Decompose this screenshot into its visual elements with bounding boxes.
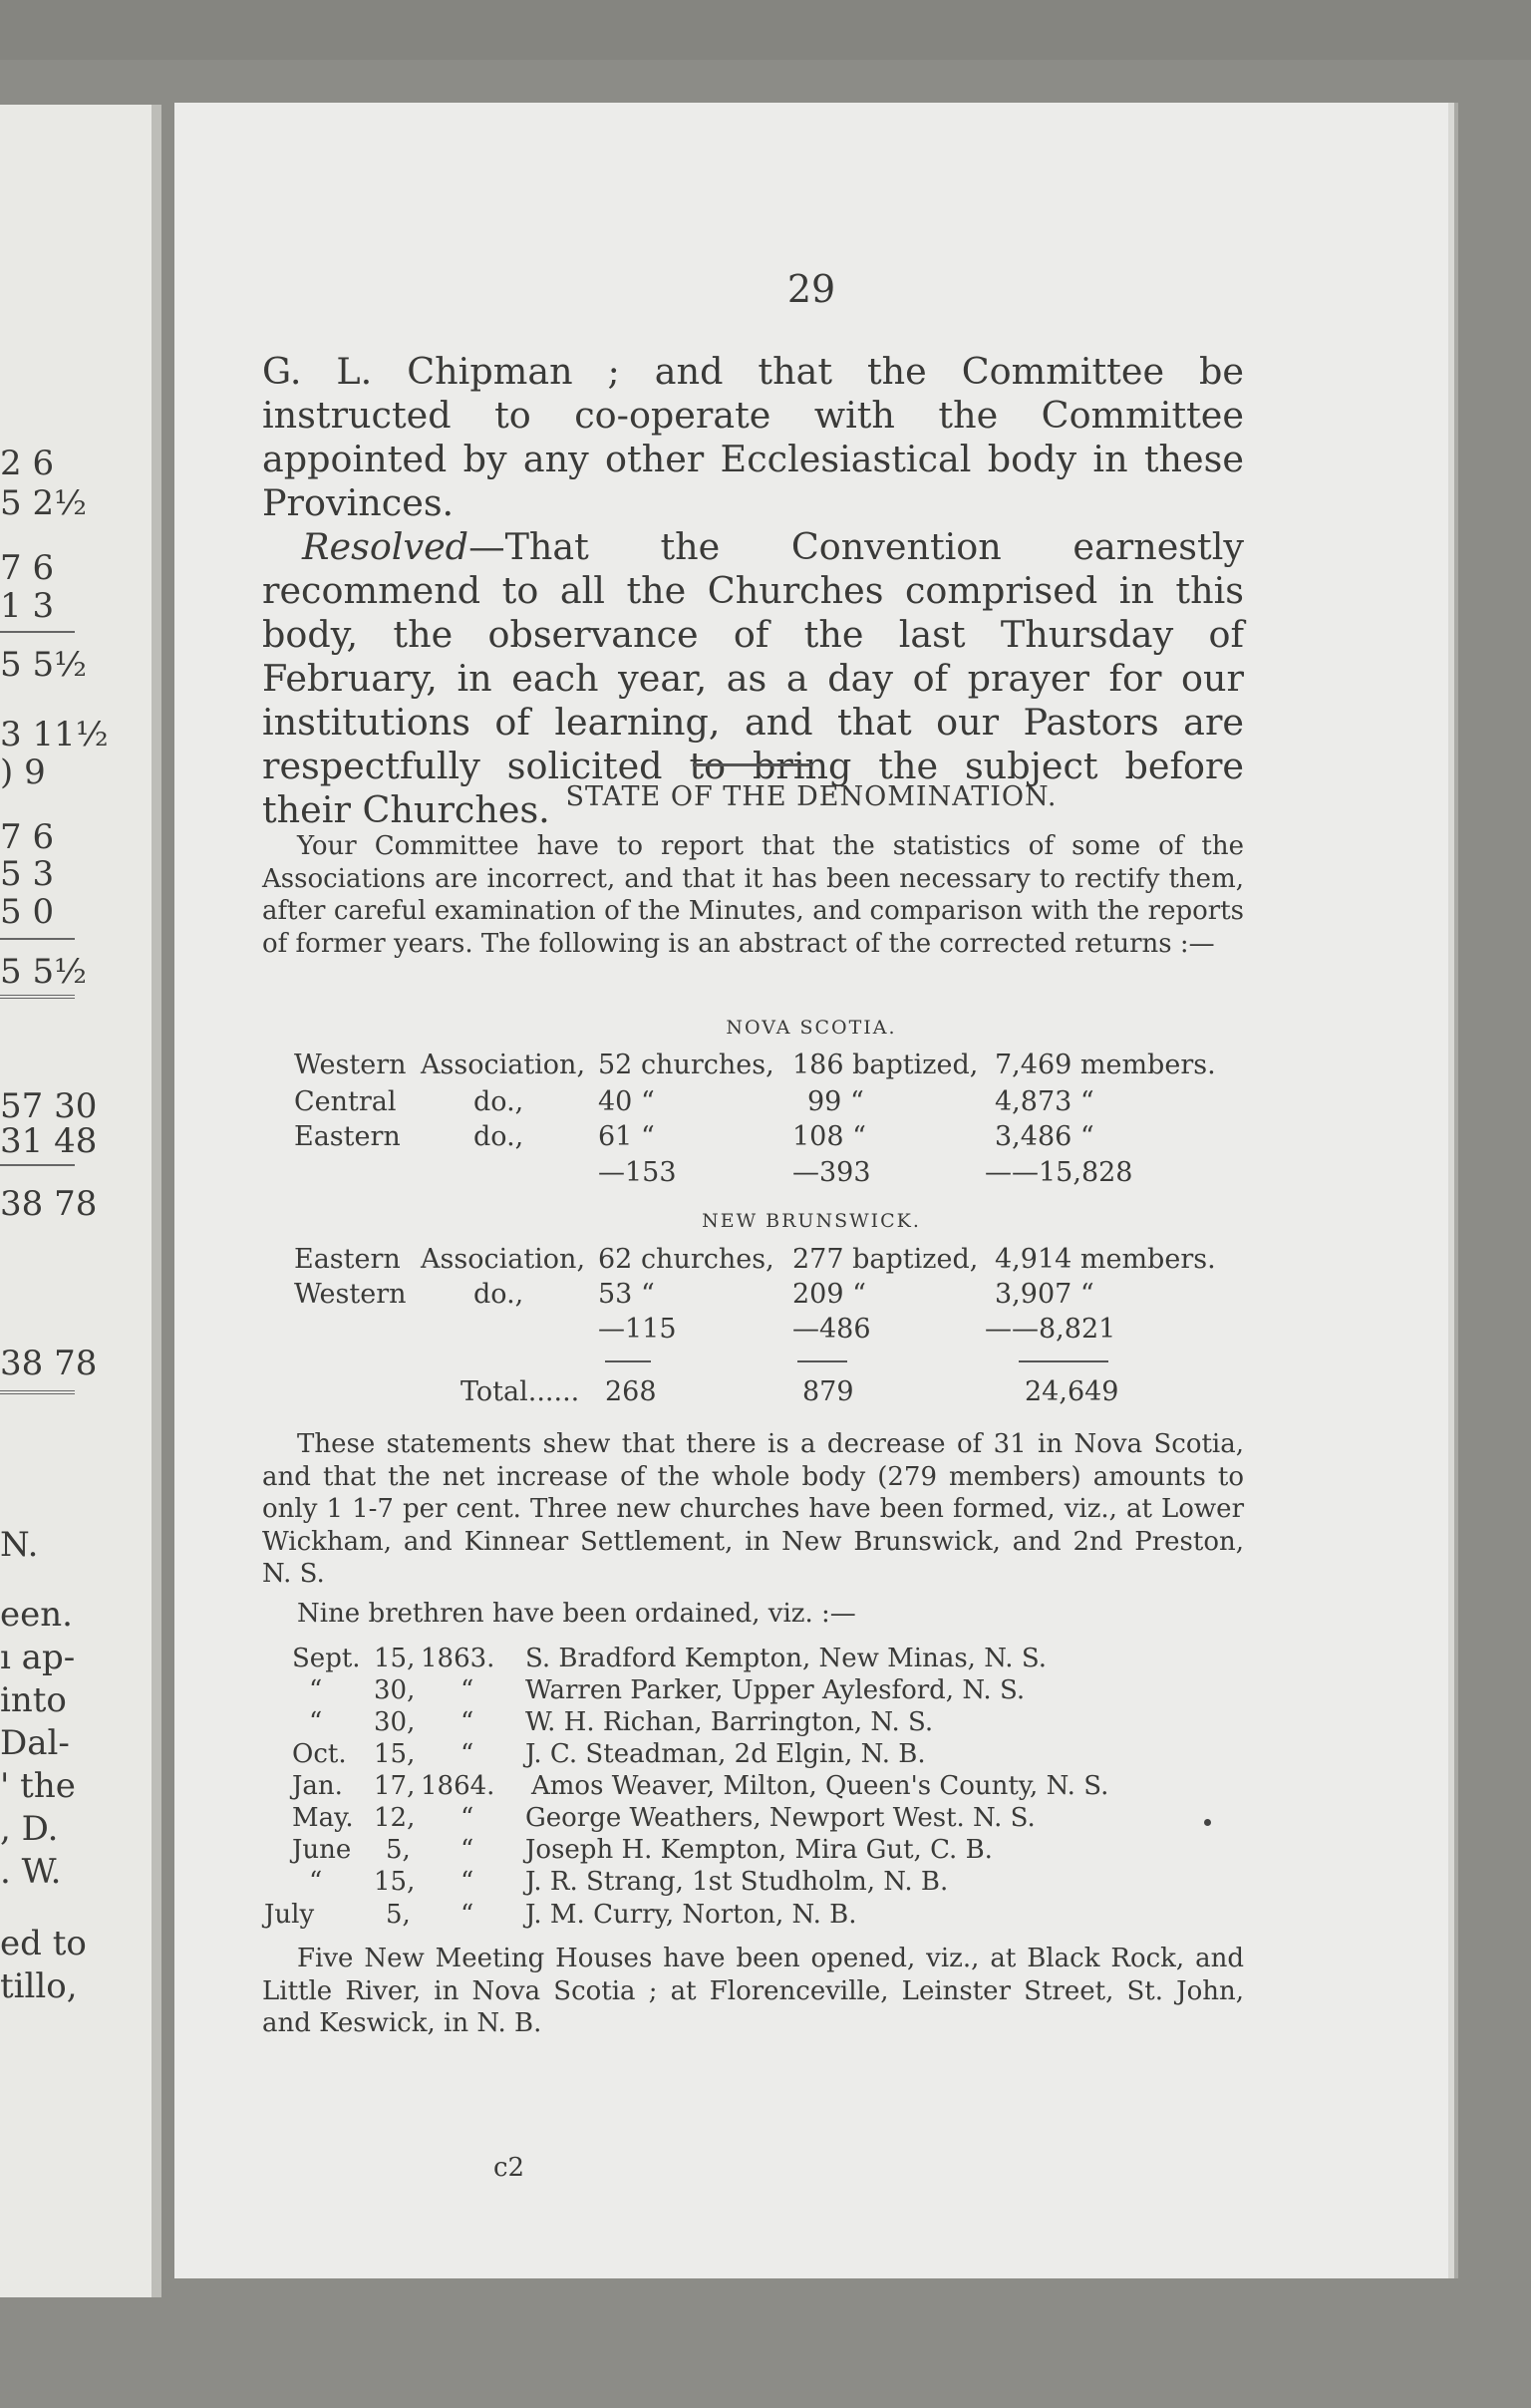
ordination-month: May. <box>292 1803 354 1833</box>
ordination-year: 1864. <box>421 1771 495 1801</box>
grand-total-row <box>174 1376 1448 1410</box>
ordination-day: 5, <box>386 1835 411 1865</box>
churches-count: 62 churches, <box>598 1244 774 1275</box>
ordination-name: S. Bradford Kempton, New Minas, N. S. <box>525 1644 1047 1673</box>
fragment-line: 5 2½ <box>0 483 88 523</box>
fragment-line: , D. <box>0 1809 59 1849</box>
baptized-subtotal: —486 <box>792 1314 871 1345</box>
section-title: STATE OF THE DENOMINATION. <box>565 781 1058 812</box>
ordination-day: 15, <box>374 1867 416 1897</box>
total-rule <box>1019 1360 1108 1362</box>
assoc-name: Central <box>294 1086 397 1117</box>
ordination-row <box>174 1707 1448 1739</box>
fragment-rule <box>0 1390 75 1394</box>
fragment-line: 38 78 <box>0 1344 98 1383</box>
baptized-count: 277 baptized, <box>792 1244 979 1275</box>
total-churches: 268 <box>605 1376 657 1407</box>
stat-row <box>174 1244 1448 1278</box>
fragment-line: 38 78 <box>0 1184 98 1224</box>
ordination-year: “ <box>460 1835 474 1865</box>
members-count: 4,873 “ <box>995 1086 1094 1117</box>
ordination-name: J. R. Strang, 1st Studholm, N. B. <box>525 1867 949 1897</box>
ordination-month: July <box>264 1900 315 1930</box>
ordination-month: June <box>292 1835 352 1865</box>
ordination-name: J. C. Steadman, 2d Elgin, N. B. <box>525 1739 926 1769</box>
ordination-name: W. H. Richan, Barrington, N. S. <box>525 1707 934 1737</box>
assoc-name: Western <box>294 1279 407 1310</box>
statements-paragraph <box>262 1428 1244 1591</box>
churches-count: 40 “ <box>598 1086 655 1117</box>
report-intro-text: Your Committee have to report that the statistics of some of the Associations are incorrect, and that it has been necessary to rectify them, after careful examination of the Minutes, and comparison with the reports of former years. The following is an abstract of the corrected returns :— <box>262 831 1244 959</box>
fragment-line: tillo, <box>0 1966 78 2006</box>
churches-subtotal: —153 <box>598 1157 677 1188</box>
stat-row <box>174 1121 1448 1155</box>
meeting-houses-text: Five New Meeting Houses have been opened, viz., at Black Rock, and Little River, in Nova Scotia ; at Florenceville, Leinster Street, St. John, and Keswick, in N. B. <box>262 1944 1244 2038</box>
report-intro <box>262 830 1244 960</box>
assoc-label: do., <box>473 1279 524 1310</box>
ordination-year: “ <box>460 1867 474 1897</box>
fragment-line: 2 6 <box>0 444 55 483</box>
baptized-count: 209 “ <box>792 1279 866 1310</box>
ordination-name: J. M. Curry, Norton, N. B. <box>525 1900 857 1930</box>
subtotal-row <box>174 1314 1448 1348</box>
new-brunswick-heading: NEW BRUNSWICK. <box>702 1210 921 1232</box>
assoc-label: do., <box>473 1121 524 1152</box>
ordination-row <box>174 1739 1448 1771</box>
page-number: 29 <box>786 267 836 311</box>
ordination-name: George Weathers, Newport West. N. S. <box>525 1803 1036 1833</box>
total-baptized: 879 <box>802 1376 854 1407</box>
members-subtotal: ——15,828 <box>985 1157 1133 1188</box>
resolution-text <box>262 350 1244 832</box>
churches-count: 53 “ <box>598 1279 655 1310</box>
resolved-body: —That the Convention earnestly recommend to all the Churches comprised in this body, the observance of the last Thursday of February, in each year, as a day of prayer for our institutions of learning, and that our Pastors are respectfully solicited to bring the subject before their Churches. <box>262 525 1244 831</box>
subtotal-row <box>174 1157 1448 1191</box>
ordination-year: 1863. <box>421 1644 495 1673</box>
signature-mark: c2 <box>493 2153 525 2183</box>
churches-count: 52 churches, <box>598 1050 774 1080</box>
ordination-year: “ <box>460 1707 474 1737</box>
nova-scotia-heading: NOVA SCOTIA. <box>726 1017 897 1039</box>
ordination-day: 15, <box>374 1644 416 1673</box>
assoc-name: Eastern <box>294 1121 401 1152</box>
fragment-line: ed to <box>0 1924 87 1963</box>
facing-page-fragment <box>0 105 161 2297</box>
paragraph-chipman: G. L. Chipman ; and that the Committee be instructed to co-operate with the Committee appointed by any other Ecclesiastical body in these Provinces. <box>262 350 1244 524</box>
fragment-rule <box>0 1164 75 1166</box>
statements-text: These statements shew that there is a decrease of 31 in Nova Scotia, and that the net increase of the whole body (279 members) amounts to only 1 1-7 per cent. Three new churches have been formed, viz., at Lower Wickham, and Kinnear Settlement, in New Brunswick, and 2nd Preston, N. S. <box>262 1429 1244 1589</box>
total-rule <box>797 1360 847 1362</box>
page-gutter <box>152 105 161 2297</box>
ordination-row <box>174 1803 1448 1835</box>
churches-count: 61 “ <box>598 1121 655 1152</box>
ordination-name: Warren Parker, Upper Aylesford, N. S. <box>525 1675 1026 1705</box>
fragment-line: ı ap- <box>0 1638 76 1677</box>
members-count: 3,486 “ <box>995 1121 1094 1152</box>
baptized-subtotal: —393 <box>792 1157 871 1188</box>
stat-row <box>174 1050 1448 1083</box>
churches-subtotal: —115 <box>598 1314 677 1345</box>
assoc-label: Association, <box>421 1244 586 1275</box>
fragment-line: ' the <box>0 1766 76 1806</box>
members-count: 3,907 “ <box>995 1279 1094 1310</box>
ordination-row <box>174 1900 1448 1932</box>
fragment-line: 5 0 <box>0 892 55 932</box>
book-page <box>174 103 1448 2278</box>
fragment-rule <box>0 995 75 999</box>
ordination-day: 15, <box>374 1739 416 1769</box>
members-count: 7,469 members. <box>995 1050 1216 1080</box>
assoc-name: Western <box>294 1050 407 1080</box>
ordination-month: Jan. <box>292 1771 343 1801</box>
section-divider <box>693 763 812 766</box>
fragment-line: ) 9 <box>0 752 46 792</box>
members-count: 4,914 members. <box>995 1244 1216 1275</box>
ordination-name: Amos Weaver, Milton, Queen's County, N. S. <box>531 1771 1109 1801</box>
fragment-line: . W. <box>0 1852 62 1892</box>
fragment-line: 5 5½ <box>0 645 88 685</box>
baptized-count: 108 “ <box>792 1121 866 1152</box>
fragment-line: 7 6 <box>0 817 55 857</box>
ordination-row <box>174 1835 1448 1867</box>
total-rule <box>605 1360 651 1362</box>
fragment-rule <box>0 631 75 633</box>
total-members: 24,649 <box>1025 1376 1119 1407</box>
ordination-day: 30, <box>374 1707 416 1737</box>
assoc-name: Eastern <box>294 1244 401 1275</box>
stat-row <box>174 1086 1448 1120</box>
fragment-rule <box>0 938 75 940</box>
ordination-day: 17, <box>374 1771 416 1801</box>
ordination-year: “ <box>460 1900 474 1930</box>
ordination-name: Joseph H. Kempton, Mira Gut, C. B. <box>525 1835 993 1865</box>
ordination-month: “ <box>309 1707 323 1737</box>
ordination-month: “ <box>309 1675 323 1705</box>
fragment-line: Dal- <box>0 1723 70 1763</box>
ordination-month: Oct. <box>292 1739 347 1769</box>
total-label: Total...... <box>460 1376 580 1407</box>
meeting-houses-paragraph <box>262 1943 1244 2040</box>
fragment-line: een. <box>0 1595 73 1635</box>
fragment-line: 57 30 <box>0 1086 98 1126</box>
ordination-row <box>174 1771 1448 1803</box>
resolved-lead: Resolved <box>302 525 469 568</box>
ordination-day: 30, <box>374 1675 416 1705</box>
baptized-count: 186 baptized, <box>792 1050 979 1080</box>
fragment-line: into <box>0 1680 67 1720</box>
assoc-label: do., <box>473 1086 524 1117</box>
fragment-line: 1 3 <box>0 586 55 626</box>
ordained-intro-text: Nine brethren have been ordained, viz. :— <box>297 1599 856 1629</box>
ordination-year: “ <box>460 1675 474 1705</box>
stat-row <box>174 1279 1448 1313</box>
baptized-count: 99 “ <box>807 1086 864 1117</box>
ordination-year: “ <box>460 1803 474 1833</box>
fragment-line: 5 5½ <box>0 952 88 992</box>
ordination-month: “ <box>309 1867 323 1897</box>
ordination-row <box>174 1644 1448 1675</box>
fragment-line: 31 48 <box>0 1121 98 1161</box>
fragment-line: 3 11½ <box>0 715 109 754</box>
ordination-row <box>174 1675 1448 1707</box>
fragment-line: 5 3 <box>0 854 55 894</box>
ordination-year: “ <box>460 1739 474 1769</box>
ordained-intro <box>262 1598 1244 1631</box>
ink-speck <box>1204 1819 1211 1826</box>
scan-background <box>0 0 1531 60</box>
ordination-day: 12, <box>374 1803 416 1833</box>
assoc-label: Association, <box>421 1050 586 1080</box>
fragment-line: 7 6 <box>0 548 55 588</box>
members-subtotal: ——8,821 <box>985 1314 1116 1345</box>
ordination-day: 5, <box>386 1900 411 1930</box>
ordination-month: Sept. <box>292 1644 361 1673</box>
fragment-line: N. <box>0 1525 39 1565</box>
ordination-row <box>174 1867 1448 1899</box>
